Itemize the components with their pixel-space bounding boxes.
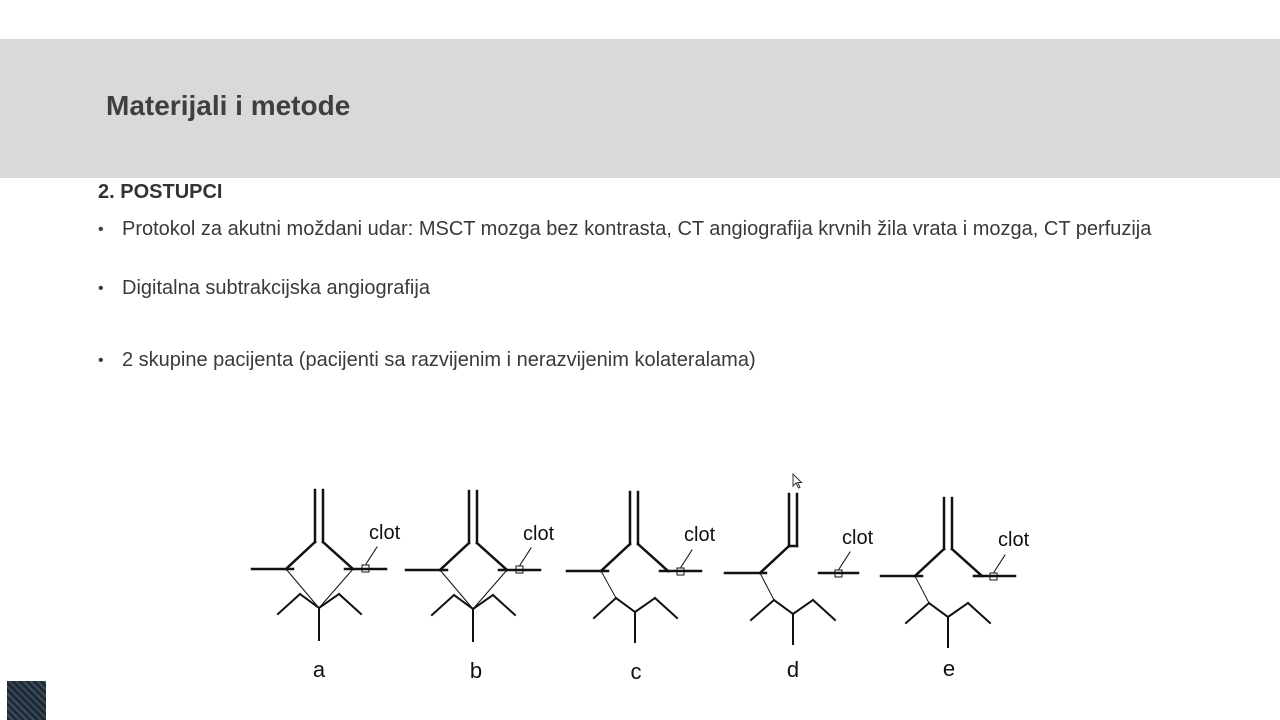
bullet-marker: • bbox=[98, 221, 104, 238]
panel-letter: a bbox=[312, 657, 326, 682]
diagram-panel-d bbox=[725, 494, 858, 644]
bullet-marker: • bbox=[98, 352, 104, 369]
slide-title: Materijali i metode bbox=[106, 90, 351, 121]
panel-letter: b bbox=[469, 658, 483, 683]
clot-label: clot bbox=[684, 524, 716, 546]
panel-letter: d bbox=[786, 657, 800, 682]
diagram-panel-c bbox=[567, 492, 701, 642]
clot-label: clot bbox=[523, 523, 555, 545]
panel-letter: e bbox=[942, 656, 956, 681]
clot-label: clot bbox=[369, 522, 401, 544]
diagram-panel-a bbox=[252, 490, 386, 640]
bullet-text: Digitalna subtrakcijska angiografija bbox=[122, 277, 430, 299]
bullet-text: 2 skupine pacijenta (pacijenti sa razvijenim i nerazvijenim kolateralama) bbox=[122, 349, 756, 371]
clot-label: clot bbox=[998, 529, 1030, 551]
diagram-panel-e bbox=[881, 498, 1015, 647]
panel-letter: c bbox=[630, 659, 642, 684]
clot-label: clot bbox=[842, 527, 874, 549]
diagram-panel-b bbox=[406, 491, 540, 641]
presenter-thumbnail[interactable] bbox=[7, 681, 46, 720]
bullet-marker: • bbox=[98, 280, 104, 297]
mouse-cursor-icon bbox=[792, 473, 804, 491]
bullet-text: Protokol za akutni moždani udar: MSCT mozga bez kontrasta, CT angiografija krvnih žila vrata i mozga, CT perfuzija bbox=[122, 218, 1152, 240]
section-heading: 2. POSTUPCI bbox=[98, 181, 223, 203]
